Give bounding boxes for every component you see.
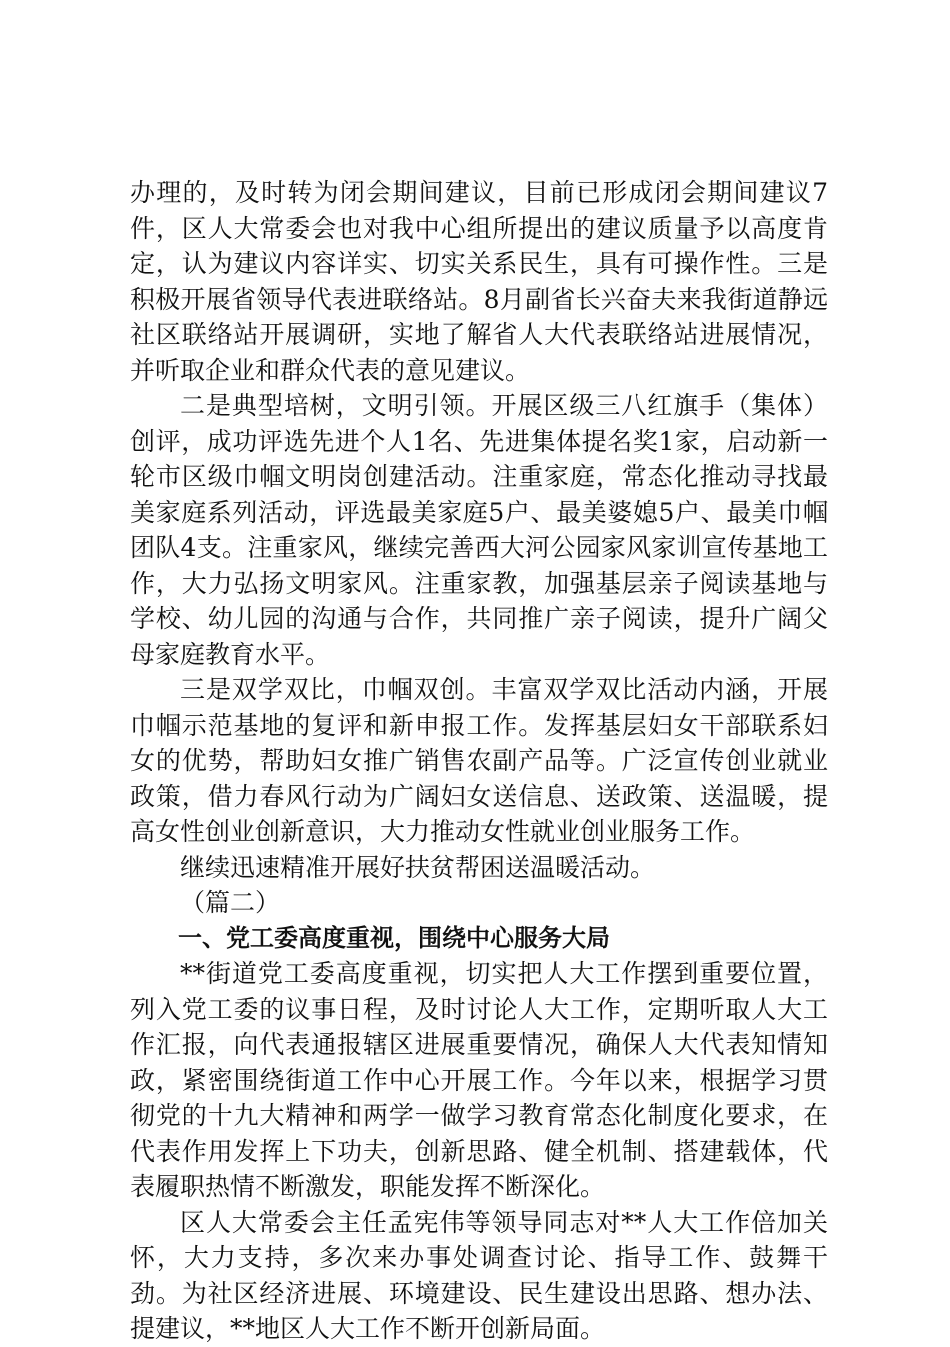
paragraph-committee-suggestions: 办理的，及时转为闭会期间建议，目前已形成闭会期间建议7件，区人大常委会也对我中心组所提出的建议质量予以高度肯定，认为建议内容详实、切实关系民生，具有可操作性。三是积极开展省领导代表进联络站。8月副省长兴奋夫来我街道静远社区联络站开展调研，实地了解省人大代表联络站进展情况，并听取企业和群众代表的意见建议。 bbox=[130, 178, 828, 385]
paragraph-poverty-relief: 继续迅速精准开展好扶贫帮困送温暖活动。 bbox=[180, 852, 656, 882]
section-marker-part-two: （篇二） bbox=[180, 888, 281, 917]
paragraph-party-committee: **街道党工委高度重视，切实把人大工作摆到重要位置，列入党工委的议事日程，及时讨论人大工作，定期听取人大工作汇报，向代表通报辖区进展重要情况，确保人大代表知情知政，紧密围绕街道工作中心开展工作。今年以来，根据学习贯彻党的十九大精神和两学一做学习教育常态化制度化要求，在代表作用发挥上下功夫，创新思路、健全机制、搭建载体，代表履职热情不断激发，职能发挥不断深化。 bbox=[130, 959, 828, 1201]
section-heading: 一、党工委高度重视，围绕中心服务大局 bbox=[178, 923, 610, 952]
document-page bbox=[130, 175, 828, 1347]
paragraph-model-families: 二是典型培树，文明引领。开展区级三八红旗手（集体）创评，成功评选先进个人1名、先进集体提名奖1家，启动新一轮市区级巾帼文明岗创建活动。注重家庭，常态化推动寻找最美家庭系列活动，评选最美家庭5户、最美婆媳5户、最美巾帼团队4支。注重家风，继续完善西大河公园家风家训宣传基地工作，大力弘扬文明家风。注重家教，加强基层亲子阅读基地与学校、幼儿园的沟通与合作，共同推广亲子阅读，提升广阔父母家庭教育水平。 bbox=[130, 391, 828, 669]
paragraph-leadership-support: 区人大常委会主任孟宪伟等领导同志对**人大工作倍加关怀，大力支持，多次来办事处调查讨论、指导工作、鼓舞干劲。为社区经济进展、环境建设、民生建设出思路、想办法、提建议，**地区人大工作不断开创新局面。 bbox=[130, 1207, 828, 1343]
paragraph-women-entrepreneurship: 三是双学双比，巾帼双创。丰富双学双比活动内涵，开展巾帼示范基地的复评和新申报工作。发挥基层妇女干部联系妇女的优势，帮助妇女推广销售农副产品等。广泛宣传创业就业政策，借力春风行动为广阔妇女送信息、送政策、送温暖，提高女性创业创新意识，大力推动女性就业创业服务工作。 bbox=[130, 675, 828, 846]
